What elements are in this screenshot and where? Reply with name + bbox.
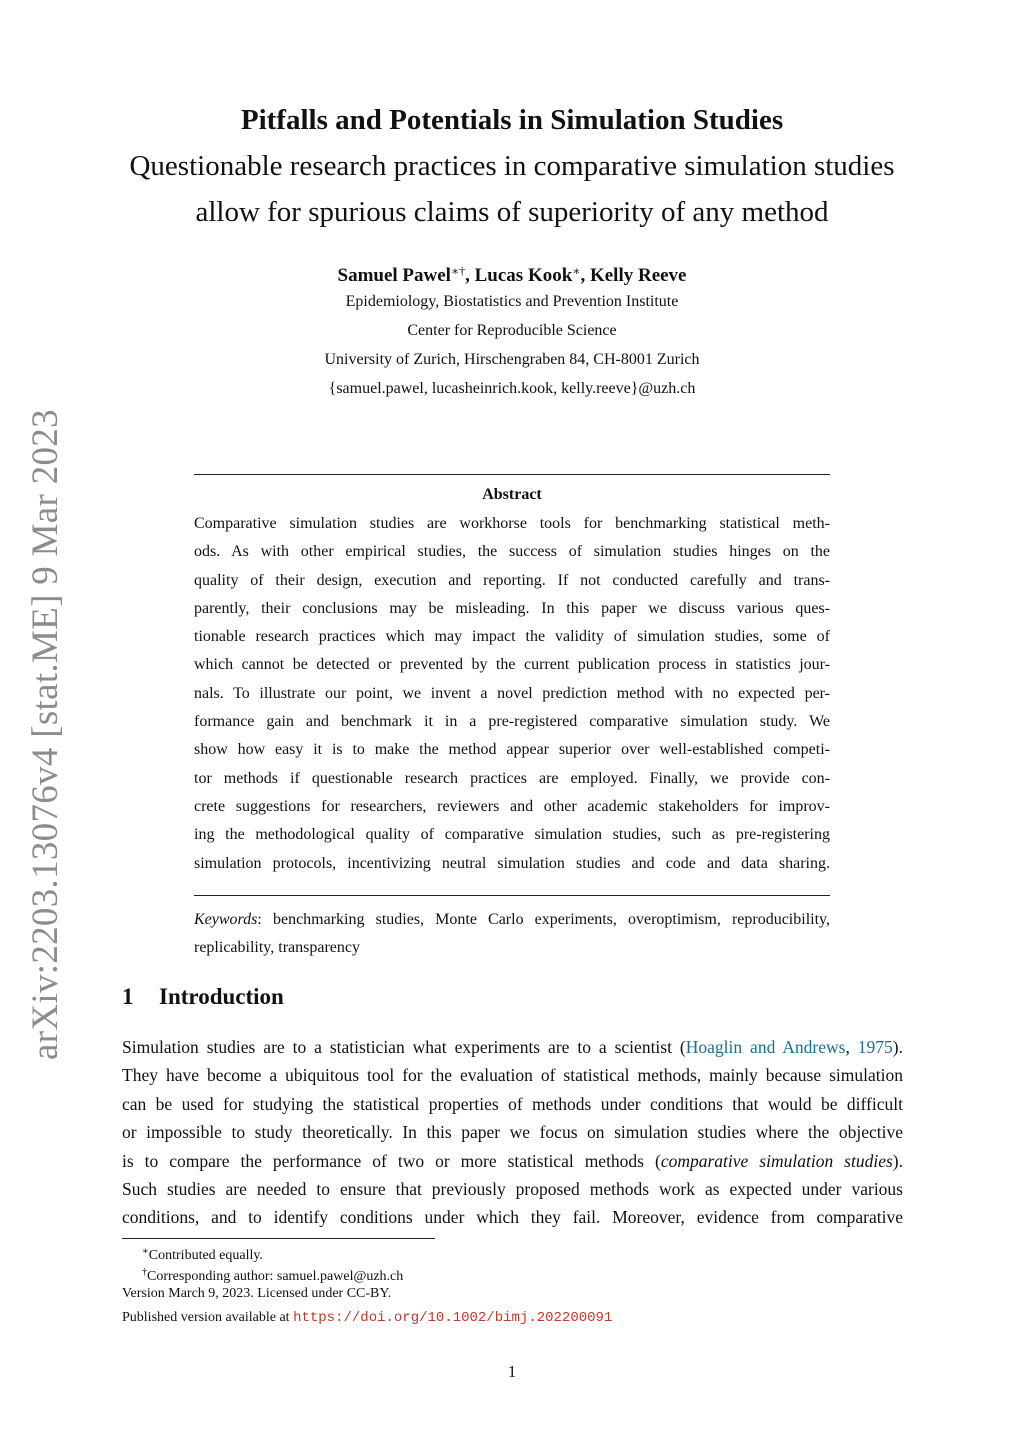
published-version-note (122, 1308, 612, 1328)
section-heading (122, 982, 284, 1012)
text-segment: ). (892, 1037, 903, 1057)
affiliation-line: University of Zurich, Hirschengraben 84, CH-8001 Zurich (324, 351, 700, 368)
abstract-line: which cannot be detected or prevented by the current publication process in statistics jour- (194, 656, 830, 674)
text-segment: Simulation studies are to a statistician what experiments are to a scientist ( (122, 1037, 686, 1057)
version-note: Version March 9, 2023. Licensed under CC-BY. (122, 1286, 392, 1301)
keywords-colon: : (257, 911, 273, 928)
citation-year-link[interactable]: 1975 (857, 1037, 893, 1057)
footnote-text: Contributed equally. (148, 1248, 263, 1263)
author-footnote-mark: ∗† (450, 264, 466, 278)
abstract-line: ods. As with other empirical studies, the success of simulation studies hinges on the (194, 543, 830, 561)
paragraph-line: can be used for studying the statistical properties of methods under conditions that would be difficult (122, 1093, 903, 1114)
keywords-line (194, 906, 830, 934)
paragraph-line (122, 1147, 903, 1175)
author-name: Samuel Pawel (337, 265, 451, 286)
text-segment: is to compare the performance of two or more statistical methods ( (122, 1150, 661, 1171)
paper-title: Pitfalls and Potentials in Simulation Studies (240, 104, 784, 136)
footnote-rule (122, 1238, 435, 1239)
affiliation-line: Epidemiology, Biostatistics and Prevention Institute (345, 293, 679, 310)
affiliation-line: Center for Reproducible Science (407, 322, 617, 339)
paragraph-line: They have become a ubiquitous tool for the evaluation of statistical methods, mainly because simulation (122, 1065, 903, 1086)
abstract-line: ing the methodological quality of comparative simulation studies, such as pre-registering (194, 826, 830, 844)
abstract-line: simulation protocols, incentivizing neutral simulation studies and code and data sharing. (194, 854, 830, 872)
emphasized-term: comparative simulation studies (660, 1150, 893, 1171)
doi-link[interactable]: https://doi.org/10.1002/bimj.202200091 (293, 1310, 613, 1326)
paragraph-line: or impossible to study theoretically. In this paper we focus on simulation studies where the objective (122, 1122, 903, 1143)
abstract-line: Comparative simulation studies are workhorse tools for benchmarking statistical meth- (194, 515, 830, 532)
abstract-heading: Abstract (482, 486, 542, 503)
abstract-bottom-rule (194, 895, 830, 896)
keywords-label: Keywords (194, 911, 258, 928)
footnote-text: Corresponding author: samuel.pawel@uzh.ch (147, 1269, 404, 1284)
abstract-line: nals. To illustrate our point, we invent a novel prediction method with no expected per- (194, 684, 830, 702)
author-list (0, 258, 1024, 289)
abstract-line: parently, their conclusions may be misleading. In this paper we discuss various ques- (194, 599, 830, 617)
abstract-line: show how easy it is to make the method appear superior over well-established competi- (194, 741, 830, 759)
paper-subtitle-line-2: allow for spurious claims of superiority of any method (195, 196, 829, 228)
abstract-line: formance gain and benchmark it in a pre-registered comparative simulation study. We (194, 713, 830, 731)
abstract-line: tionable research practices which may impact the validity of simulation studies, some of (194, 628, 830, 646)
citation-link[interactable]: Hoaglin and Andrews (685, 1037, 846, 1057)
author-separator: , (465, 265, 475, 286)
paragraph-line: Such studies are needed to ensure that previously proposed methods work as expected under various (122, 1178, 903, 1199)
arxiv-identifier-stamp: arXiv:2203.13076v4 [stat.ME] 9 Mar 2023 (25, 409, 66, 1060)
footnote-mark: ∗ (142, 1246, 149, 1257)
author-emails: {samuel.pawel, lucasheinrich.kook, kelly.reeve}@uzh.ch (328, 380, 696, 397)
section-title: Introduction (159, 984, 284, 1009)
author-footnote-mark: ∗ (572, 264, 581, 278)
author-name: Lucas Kook (474, 265, 573, 286)
paper-subtitle-line-1: Questionable research practices in comparative simulation studies (129, 150, 895, 182)
section-number: 1 (122, 984, 134, 1009)
author-separator: , (580, 265, 590, 286)
paragraph-line: conditions, and to identify conditions under which they fail. Moreover, evidence from comparative (122, 1207, 903, 1228)
text-segment: , (845, 1037, 858, 1057)
published-prefix: Published version available at (122, 1310, 294, 1325)
abstract-line: quality of their design, execution and reporting. If not conducted carefully and trans- (194, 571, 830, 589)
abstract-body (194, 510, 830, 878)
footnote-mark: † (142, 1267, 147, 1278)
keywords (194, 906, 830, 963)
keywords-text: benchmarking studies, Monte Carlo experiments, overoptimism, reproducibility, (272, 911, 830, 928)
keywords-line: replicability, transparency (194, 939, 360, 957)
abstract-line: tor methods if questionable research practices are employed. Finally, we provide con- (194, 769, 830, 787)
author-name: Kelly Reeve (589, 265, 687, 286)
abstract-top-rule (194, 474, 830, 475)
abstract-line: crete suggestions for researchers, reviewers and other academic stakeholders for improv- (194, 797, 830, 815)
introduction-paragraph (122, 1033, 903, 1232)
page-number: 1 (507, 1362, 517, 1381)
text-segment: ). (892, 1150, 903, 1171)
paragraph-line (122, 1033, 903, 1061)
